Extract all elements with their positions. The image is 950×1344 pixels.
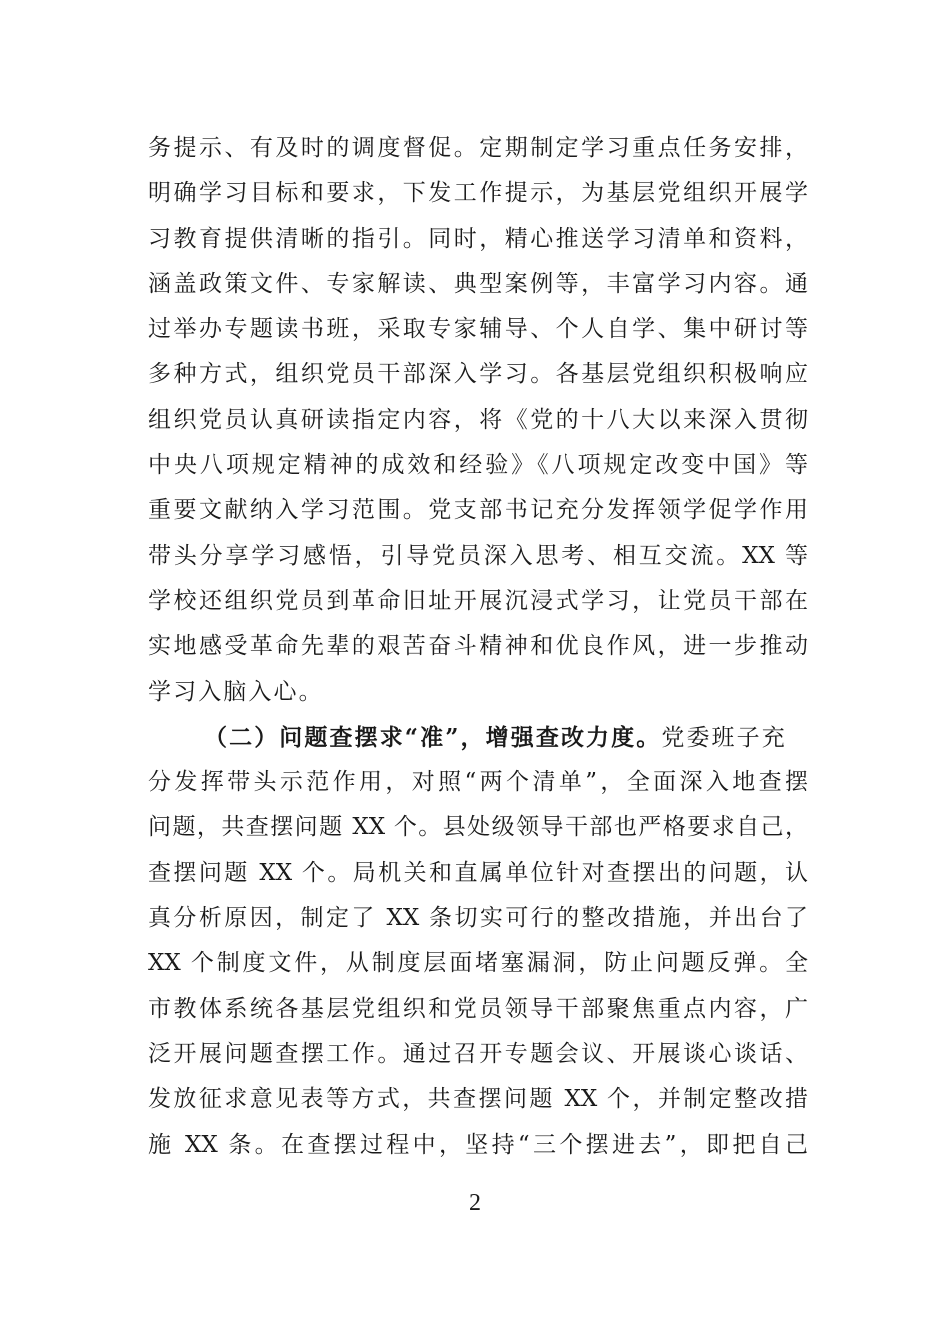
text-line: 学校还组织党员到革命旧址开展沉浸式学习，让党员干部在 bbox=[148, 587, 808, 614]
text-line: 查摆问题 XX 个。局机关和直属单位针对查摆出的问题，认 bbox=[148, 859, 808, 886]
text-line: 市教体系统各基层党组织和党员领导干部聚焦重点内容，广 bbox=[148, 995, 808, 1022]
text-line: 问题，共查摆问题 XX 个。县处级领导干部也严格要求自己， bbox=[148, 814, 808, 841]
text-line: 中央八项规定精神的成效和经验》《八项规定改变中国》等 bbox=[148, 452, 808, 479]
text-line: 施 XX 条。在查摆过程中，坚持“三个摆进去”，即把自己 bbox=[148, 1131, 808, 1158]
text-line: 习教育提供清晰的指引。同时，精心推送学习清单和资料， bbox=[148, 225, 808, 252]
section-heading: （二）问题查摆求“准”，增强查改力度。 bbox=[204, 723, 662, 751]
text-line: 重要文献纳入学习范围。党支部书记充分发挥领学促学作用 bbox=[148, 497, 808, 524]
text-line: 发放征求意见表等方式，共查摆问题 XX 个，并制定整改措 bbox=[148, 1086, 808, 1113]
text-line: 学习入脑入心。 bbox=[148, 678, 324, 705]
text-line: 泛开展问题查摆工作。通过召开专题会议、开展谈心谈话、 bbox=[148, 1040, 808, 1067]
body-text bbox=[148, 126, 808, 1168]
section-heading-line bbox=[148, 715, 808, 760]
text-line: 实地感受革命先辈的艰苦奋斗精神和优良作风，进一步推动 bbox=[148, 633, 808, 660]
text-line: 明确学习目标和要求，下发工作提示，为基层党组织开展学 bbox=[148, 180, 808, 207]
text-line: 务提示、有及时的调度督促。定期制定学习重点任务安排， bbox=[148, 135, 808, 161]
text-line: 涵盖政策文件、专家解读、典型案例等，丰富学习内容。通 bbox=[148, 270, 808, 297]
section-heading-rest: 党委班子充 bbox=[661, 724, 787, 751]
text-line: XX 个制度文件，从制度层面堵塞漏洞，防止问题反弹。全 bbox=[148, 950, 808, 977]
text-line: 真分析原因，制定了 XX 条切实可行的整改措施，并出台了 bbox=[148, 905, 808, 932]
text-line: 带头分享学习感悟，引导党员深入思考、相互交流。XX 等 bbox=[148, 542, 808, 569]
text-line: 组织党员认真研读指定内容，将《党的十八大以来深入贯彻 bbox=[148, 406, 808, 433]
text-line: 多种方式，组织党员干部深入学习。各基层党组织积极响应 bbox=[148, 361, 808, 388]
text-line: 过举办专题读书班，采取专家辅导、个人自学、集中研讨等 bbox=[148, 316, 808, 343]
text-line: 分发挥带头示范作用，对照“两个清单”，全面深入地查摆 bbox=[148, 769, 808, 796]
page-number: 2 bbox=[469, 1190, 481, 1216]
